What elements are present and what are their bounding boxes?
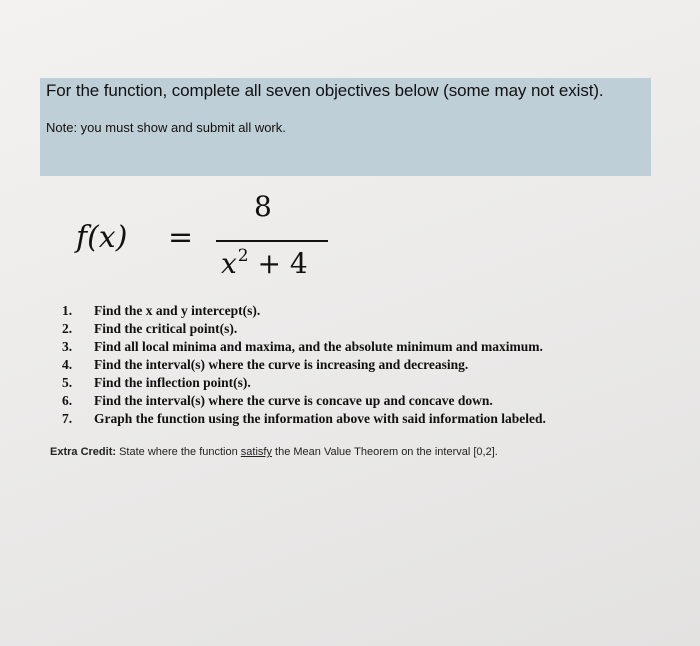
extra-credit-text-before: State where the function (116, 446, 241, 458)
extra-credit-underlined: satisfy (240, 446, 272, 458)
instructions-title: For the function, complete all seven objectives below (some may not exist). (46, 81, 604, 100)
objective-item: 5. Find the inflection point(s). (62, 375, 251, 390)
work-note: Note: you must show and submit all work. (46, 120, 286, 135)
extra-credit-label: Extra Credit: (50, 446, 117, 458)
denominator-variable: x (221, 247, 237, 280)
objective-item: 6. Find the interval(s) where the curve is concave up and concave down. (62, 393, 493, 408)
fraction-bar (216, 240, 328, 242)
function-formula (76, 190, 356, 290)
instructions-header (40, 78, 651, 176)
extra-credit (50, 446, 498, 458)
denominator-exponent: 2 (237, 246, 249, 266)
fraction-numerator: 8 (254, 190, 272, 223)
objective-item: 7. Graph the function using the information above with said information labeled. (62, 411, 546, 426)
function-name: f(x) (76, 220, 128, 255)
objective-item: 2. Find the critical point(s). (62, 321, 238, 336)
fraction-denominator (221, 246, 308, 280)
denominator-constant: + 4 (248, 247, 308, 280)
objective-item: 1. Find the x and y intercept(s). (62, 303, 261, 318)
equals-sign: = (168, 220, 194, 255)
objectives-list (62, 302, 546, 428)
objective-item: 4. Find the interval(s) where the curve is increasing and decreasing. (62, 357, 469, 372)
extra-credit-text-after: the Mean Value Theorem on the interval [0,2]. (271, 446, 498, 458)
objective-item: 3. Find all local minima and maxima, and the absolute minimum and maximum. (62, 339, 543, 354)
